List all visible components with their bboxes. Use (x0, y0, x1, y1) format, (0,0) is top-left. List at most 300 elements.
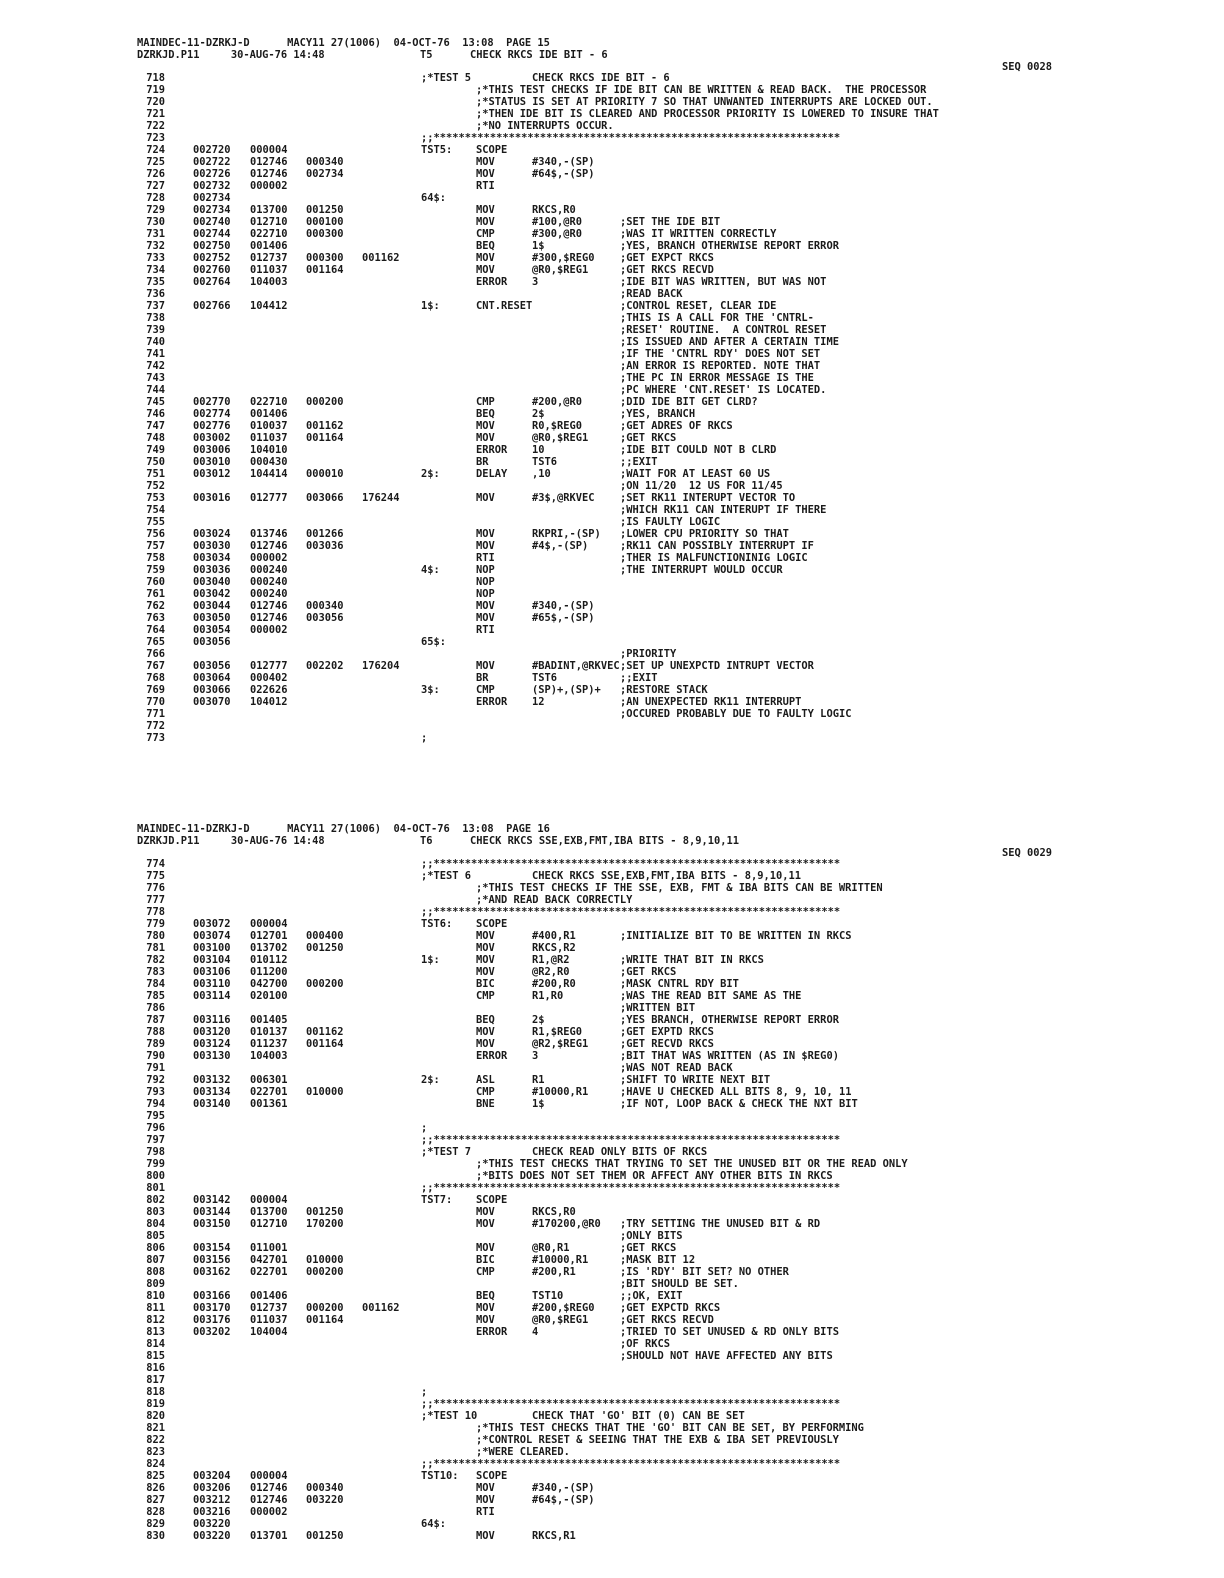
location-counter: 002732 (193, 180, 231, 192)
opcode: MOV (476, 528, 495, 540)
listing-line (0, 978, 1224, 990)
comment: ;SET UP UNEXPCTD INTRUPT VECTOR (620, 660, 814, 672)
line-number: 763 (146, 612, 165, 624)
line-number: 768 (146, 672, 165, 684)
object-word: 104012 (250, 696, 288, 708)
location-counter: 003034 (193, 552, 231, 564)
line-number: 745 (146, 396, 165, 408)
object-word: 001162 (306, 1026, 344, 1038)
location-counter: 002760 (193, 264, 231, 276)
opcode: ERROR (476, 276, 508, 288)
test-comment: ;*BITS DOES NOT SET THEM OR AFFECT ANY OTHER BITS IN RKCS (476, 1170, 833, 1182)
opcode: MOV (476, 660, 495, 672)
comment: ;IS 'RDY' BIT SET? NO OTHER (620, 1266, 789, 1278)
opcode: NOP (476, 588, 495, 600)
line-number: 750 (146, 456, 165, 468)
comment: ;TRIED TO SET UNUSED & RD ONLY BITS (620, 1326, 839, 1338)
listing-line (0, 1470, 1224, 1482)
opcode: MOV (476, 966, 495, 978)
object-word: 104010 (250, 444, 288, 456)
operand: #10000,R1 (532, 1086, 589, 1098)
opcode: BR (476, 456, 489, 468)
opcode: BIC (476, 978, 495, 990)
line-number: 824 (146, 1458, 165, 1470)
line-number: 726 (146, 168, 165, 180)
listing-line (0, 930, 1224, 942)
line-number: 733 (146, 252, 165, 264)
listing-line (0, 288, 1224, 300)
header-program-title: MAINDEC-11-DZRKJ-D MACY11 27(1006) 04-OCT-76 13:08 PAGE 16 (137, 823, 550, 835)
operand: 2$ (532, 408, 545, 420)
operand: 4 (532, 1326, 539, 1338)
comment: ;GET RKCS (620, 432, 677, 444)
listing-line (0, 1386, 1224, 1398)
location-counter: 003002 (193, 432, 231, 444)
listing-line (0, 96, 1224, 108)
line-number: 727 (146, 180, 165, 192)
separator-line: ;;***************************************************************** (421, 1458, 841, 1470)
listing-line (0, 1038, 1224, 1050)
opcode: RTI (476, 552, 495, 564)
object-word: 000002 (250, 1506, 288, 1518)
comment: ;YES, BRANCH (620, 408, 696, 420)
line-number: 799 (146, 1158, 165, 1170)
opcode: CMP (476, 396, 495, 408)
line-number: 813 (146, 1326, 165, 1338)
line-number: 826 (146, 1482, 165, 1494)
opcode: BEQ (476, 1014, 495, 1026)
line-number: 765 (146, 636, 165, 648)
listing-line (0, 1446, 1224, 1458)
listing-line (0, 1362, 1224, 1374)
label: 64$: (421, 1518, 447, 1530)
listing-line (0, 1242, 1224, 1254)
operand: #400,R1 (532, 930, 576, 942)
sequence-number: SEQ 0029 (1002, 847, 1053, 859)
listing-page-15 (0, 37, 1224, 744)
object-word: 001164 (306, 264, 344, 276)
operand: #64$,-(SP) (532, 1494, 595, 1506)
object-word: 013700 (250, 204, 288, 216)
opcode: BEQ (476, 1290, 495, 1302)
listing-line (0, 144, 1224, 156)
comment: ;GET RKCS (620, 1242, 677, 1254)
listing-line (0, 156, 1224, 168)
object-word: 000402 (250, 672, 288, 684)
listing-line (0, 300, 1224, 312)
line-number: 755 (146, 516, 165, 528)
object-word: 001164 (306, 1038, 344, 1050)
object-word: 000300 (306, 252, 344, 264)
operand: R1 (532, 1074, 545, 1086)
line-number: 761 (146, 588, 165, 600)
label: TST10: (421, 1470, 459, 1482)
opcode: ASL (476, 1074, 495, 1086)
opcode: MOV (476, 1038, 495, 1050)
object-word: 022710 (250, 228, 288, 240)
test-comment: ;*WERE CLEARED. (476, 1446, 570, 1458)
listing-line (0, 120, 1224, 132)
location-counter: 003212 (193, 1494, 231, 1506)
header-line-2 (0, 835, 1224, 859)
object-word: 000300 (306, 228, 344, 240)
line-number: 806 (146, 1242, 165, 1254)
line-number: 756 (146, 528, 165, 540)
line-number: 730 (146, 216, 165, 228)
line-number: 782 (146, 954, 165, 966)
listing-line (0, 1062, 1224, 1074)
listing-line (0, 1026, 1224, 1038)
comment: ;WAS IT WRITTEN CORRECTLY (620, 228, 777, 240)
line-number: 771 (146, 708, 165, 720)
location-counter: 003042 (193, 588, 231, 600)
listing-line (0, 456, 1224, 468)
opcode: MOV (476, 540, 495, 552)
comment: ;GET RECVD RKCS (620, 1038, 714, 1050)
object-word: 000200 (306, 1266, 344, 1278)
listing-line (0, 1482, 1224, 1494)
comment: ;GET ADRES OF RKCS (620, 420, 733, 432)
line-number: 795 (146, 1110, 165, 1122)
object-word: 000004 (250, 1194, 288, 1206)
location-counter: 003220 (193, 1530, 231, 1542)
location-counter: 003030 (193, 540, 231, 552)
operand: #65$,-(SP) (532, 612, 595, 624)
listing-line (0, 228, 1224, 240)
comment: ;IF NOT, LOOP BACK & CHECK THE NXT BIT (620, 1098, 858, 1110)
line-number: 822 (146, 1434, 165, 1446)
line-number: 785 (146, 990, 165, 1002)
object-word: 012746 (250, 1482, 288, 1494)
label: ;*TEST 7 (421, 1146, 472, 1158)
comment: ;THIS IS A CALL FOR THE 'CNTRL- (620, 312, 814, 324)
listing-line (0, 372, 1224, 384)
test-comment: ;*THIS TEST CHECKS THAT THE 'GO' BIT CAN BE SET, BY PERFORMING (476, 1422, 864, 1434)
location-counter: 002722 (193, 156, 231, 168)
object-word: 104003 (250, 276, 288, 288)
location-counter: 003134 (193, 1086, 231, 1098)
listing-line (0, 252, 1224, 264)
object-word: 011200 (250, 966, 288, 978)
listing-line (0, 942, 1224, 954)
line-number: 805 (146, 1230, 165, 1242)
comment: ;IS ISSUED AND AFTER A CERTAIN TIME (620, 336, 839, 348)
label: ; (421, 1122, 428, 1134)
line-number: 739 (146, 324, 165, 336)
listing-line (0, 1254, 1224, 1266)
operand: #200,@R0 (532, 396, 583, 408)
object-word: 012746 (250, 600, 288, 612)
label: TST5: (421, 144, 453, 156)
object-word: 013746 (250, 528, 288, 540)
object-word: 011037 (250, 264, 288, 276)
comment: ;;EXIT (620, 456, 658, 468)
listing-page-16 (0, 823, 1224, 1542)
line-number: 801 (146, 1182, 165, 1194)
operand: TST10 (532, 1290, 564, 1302)
object-word: 012737 (250, 252, 288, 264)
line-number: 718 (146, 72, 165, 84)
line-number: 791 (146, 1062, 165, 1074)
object-word: 000400 (306, 930, 344, 942)
opcode: SCOPE (476, 1470, 508, 1482)
location-counter: 002726 (193, 168, 231, 180)
listing-line (0, 204, 1224, 216)
location-counter: 003070 (193, 696, 231, 708)
listing-line (0, 312, 1224, 324)
comment: ;MASK BIT 12 (620, 1254, 696, 1266)
object-word: 012746 (250, 1494, 288, 1506)
listing-line (0, 216, 1224, 228)
listing-line (0, 1410, 1224, 1422)
line-number: 788 (146, 1026, 165, 1038)
operand: @R0,$REG1 (532, 1314, 589, 1326)
location-counter: 002752 (193, 252, 231, 264)
comment: ;CONTROL RESET, CLEAR IDE (620, 300, 777, 312)
listing-line (0, 1134, 1224, 1146)
listing-line (0, 1290, 1224, 1302)
location-counter: 003170 (193, 1302, 231, 1314)
header-program-title: MAINDEC-11-DZRKJ-D MACY11 27(1006) 04-OCT-76 13:08 PAGE 15 (137, 37, 550, 49)
label: 65$: (421, 636, 447, 648)
line-number: 746 (146, 408, 165, 420)
opcode: MOV (476, 264, 495, 276)
object-word: 176244 (362, 492, 400, 504)
label: 2$: (421, 468, 440, 480)
label: 1$: (421, 954, 440, 966)
line-number: 804 (146, 1218, 165, 1230)
line-number: 783 (146, 966, 165, 978)
line-number: 778 (146, 906, 165, 918)
object-word: 000002 (250, 180, 288, 192)
label: ; (421, 1386, 428, 1398)
listing-line (0, 966, 1224, 978)
operand: RKCS,R0 (532, 1206, 576, 1218)
location-counter: 002734 (193, 204, 231, 216)
object-word: 000340 (306, 1482, 344, 1494)
listing-line (0, 1110, 1224, 1122)
opcode: ERROR (476, 696, 508, 708)
line-number: 753 (146, 492, 165, 504)
opcode: BEQ (476, 240, 495, 252)
test-title: CHECK THAT 'GO' BIT (0) CAN BE SET (532, 1410, 745, 1422)
location-counter: 003100 (193, 942, 231, 954)
opcode: ERROR (476, 1326, 508, 1338)
object-word: 001406 (250, 1290, 288, 1302)
object-word: 000200 (306, 978, 344, 990)
line-number: 830 (146, 1530, 165, 1542)
location-counter: 003024 (193, 528, 231, 540)
comment: ;SET RK11 INTERUPT VECTOR TO (620, 492, 796, 504)
object-word: 000004 (250, 918, 288, 930)
listing-line (0, 870, 1224, 882)
object-word: 001250 (306, 942, 344, 954)
location-counter: 002740 (193, 216, 231, 228)
line-number: 811 (146, 1302, 165, 1314)
line-number: 808 (146, 1266, 165, 1278)
line-number: 792 (146, 1074, 165, 1086)
line-number: 734 (146, 264, 165, 276)
object-word: 001162 (306, 420, 344, 432)
line-number: 732 (146, 240, 165, 252)
object-word: 022710 (250, 396, 288, 408)
object-word: 011037 (250, 432, 288, 444)
comment: ;YES, BRANCH OTHERWISE REPORT ERROR (620, 240, 839, 252)
label: ;*TEST 6 (421, 870, 472, 882)
operand: 12 (532, 696, 545, 708)
line-number: 736 (146, 288, 165, 300)
location-counter: 003156 (193, 1254, 231, 1266)
line-number: 751 (146, 468, 165, 480)
line-number: 816 (146, 1362, 165, 1374)
opcode: MOV (476, 1482, 495, 1494)
opcode: MOV (476, 492, 495, 504)
object-word: 001164 (306, 1314, 344, 1326)
line-number: 774 (146, 858, 165, 870)
listing-line (0, 1158, 1224, 1170)
line-number: 740 (146, 336, 165, 348)
comment: ;ONLY BITS (620, 1230, 683, 1242)
line-number: 815 (146, 1350, 165, 1362)
operand: #340,-(SP) (532, 600, 595, 612)
opcode: CMP (476, 228, 495, 240)
comment: ;SHOULD NOT HAVE AFFECTED ANY BITS (620, 1350, 833, 1362)
line-number: 742 (146, 360, 165, 372)
comment: ;;OK, EXIT (620, 1290, 683, 1302)
location-counter: 003066 (193, 684, 231, 696)
listing-line (0, 1266, 1224, 1278)
test-comment: ;*NO INTERRUPTS OCCUR. (476, 120, 614, 132)
listing-line (0, 720, 1224, 732)
location-counter: 003162 (193, 1266, 231, 1278)
location-counter: 003074 (193, 930, 231, 942)
listing-line (0, 360, 1224, 372)
line-number: 821 (146, 1422, 165, 1434)
comment: ;SHIFT TO WRITE NEXT BIT (620, 1074, 771, 1086)
header-line-1 (0, 37, 1224, 49)
location-counter: 003006 (193, 444, 231, 456)
listing-line (0, 276, 1224, 288)
object-word: 002734 (306, 168, 344, 180)
object-word: 006301 (250, 1074, 288, 1086)
listing-line (0, 1146, 1224, 1158)
line-number: 757 (146, 540, 165, 552)
object-word: 002202 (306, 660, 344, 672)
object-word: 001406 (250, 408, 288, 420)
object-word: 000100 (306, 216, 344, 228)
line-number: 725 (146, 156, 165, 168)
comment: ;GET RKCS (620, 966, 677, 978)
header-test-title: T6 CHECK RKCS SSE,EXB,FMT,IBA BITS - 8,9,10,11 (420, 835, 740, 847)
operand: #340,-(SP) (532, 156, 595, 168)
operand: 3 (532, 276, 539, 288)
label: TST6: (421, 918, 453, 930)
test-title: CHECK READ ONLY BITS OF RKCS (532, 1146, 708, 1158)
listing-line (0, 552, 1224, 564)
location-counter: 003106 (193, 966, 231, 978)
line-number: 773 (146, 732, 165, 744)
location-counter: 003144 (193, 1206, 231, 1218)
line-number: 798 (146, 1146, 165, 1158)
line-number: 828 (146, 1506, 165, 1518)
comment: ;BIT THAT WAS WRITTEN (AS IN $REG0) (620, 1050, 839, 1062)
object-word: 104004 (250, 1326, 288, 1338)
line-number: 784 (146, 978, 165, 990)
listing-line (0, 894, 1224, 906)
opcode: MOV (476, 204, 495, 216)
comment: ;WAIT FOR AT LEAST 60 US (620, 468, 771, 480)
listing-line (0, 420, 1224, 432)
location-counter: 003116 (193, 1014, 231, 1026)
listing-line (0, 588, 1224, 600)
operand: @R2,$REG1 (532, 1038, 589, 1050)
listing-line (0, 1494, 1224, 1506)
listing-line (0, 468, 1224, 480)
listing-line (0, 240, 1224, 252)
opcode: CMP (476, 684, 495, 696)
opcode: CMP (476, 990, 495, 1002)
object-word: 012746 (250, 156, 288, 168)
operand: #170200,@R0 (532, 1218, 601, 1230)
line-number: 722 (146, 120, 165, 132)
object-word: 010112 (250, 954, 288, 966)
comment: ;INITIALIZE BIT TO BE WRITTEN IN RKCS (620, 930, 852, 942)
object-word: 012737 (250, 1302, 288, 1314)
object-word: 011037 (250, 1314, 288, 1326)
line-number: 723 (146, 132, 165, 144)
object-word: 000002 (250, 552, 288, 564)
object-word: 013701 (250, 1530, 288, 1542)
location-counter: 002744 (193, 228, 231, 240)
location-counter: 003132 (193, 1074, 231, 1086)
comment: ;THE PC IN ERROR MESSAGE IS THE (620, 372, 814, 384)
line-number: 827 (146, 1494, 165, 1506)
listing-line (0, 192, 1224, 204)
object-word: 012777 (250, 660, 288, 672)
location-counter: 003050 (193, 612, 231, 624)
line-number: 818 (146, 1386, 165, 1398)
listing-line (0, 492, 1224, 504)
operand: RKCS,R1 (532, 1530, 576, 1542)
listing-line (0, 132, 1224, 144)
object-word: 012701 (250, 930, 288, 942)
line-number: 809 (146, 1278, 165, 1290)
comment: ;AN ERROR IS REPORTED. NOTE THAT (620, 360, 821, 372)
separator-line: ;;***************************************************************** (421, 1134, 841, 1146)
header-line-2 (0, 49, 1224, 73)
object-word: 001266 (306, 528, 344, 540)
opcode: MOV (476, 432, 495, 444)
location-counter: 003040 (193, 576, 231, 588)
comment: ;GET EXPCT RKCS (620, 252, 714, 264)
operand: TST6 (532, 672, 558, 684)
location-counter: 003154 (193, 1242, 231, 1254)
object-word: 012710 (250, 1218, 288, 1230)
listing-line (0, 918, 1224, 930)
object-word: 001162 (362, 252, 400, 264)
line-number: 780 (146, 930, 165, 942)
object-word: 012710 (250, 216, 288, 228)
object-word: 010000 (306, 1254, 344, 1266)
operand: #10000,R1 (532, 1254, 589, 1266)
listing-line (0, 1050, 1224, 1062)
line-number: 731 (146, 228, 165, 240)
operand: #200,R1 (532, 1266, 576, 1278)
opcode: RTI (476, 180, 495, 192)
listing-line (0, 672, 1224, 684)
comment: ;PC WHERE 'CNT.RESET' IS LOCATED. (620, 384, 827, 396)
listing-line (0, 384, 1224, 396)
